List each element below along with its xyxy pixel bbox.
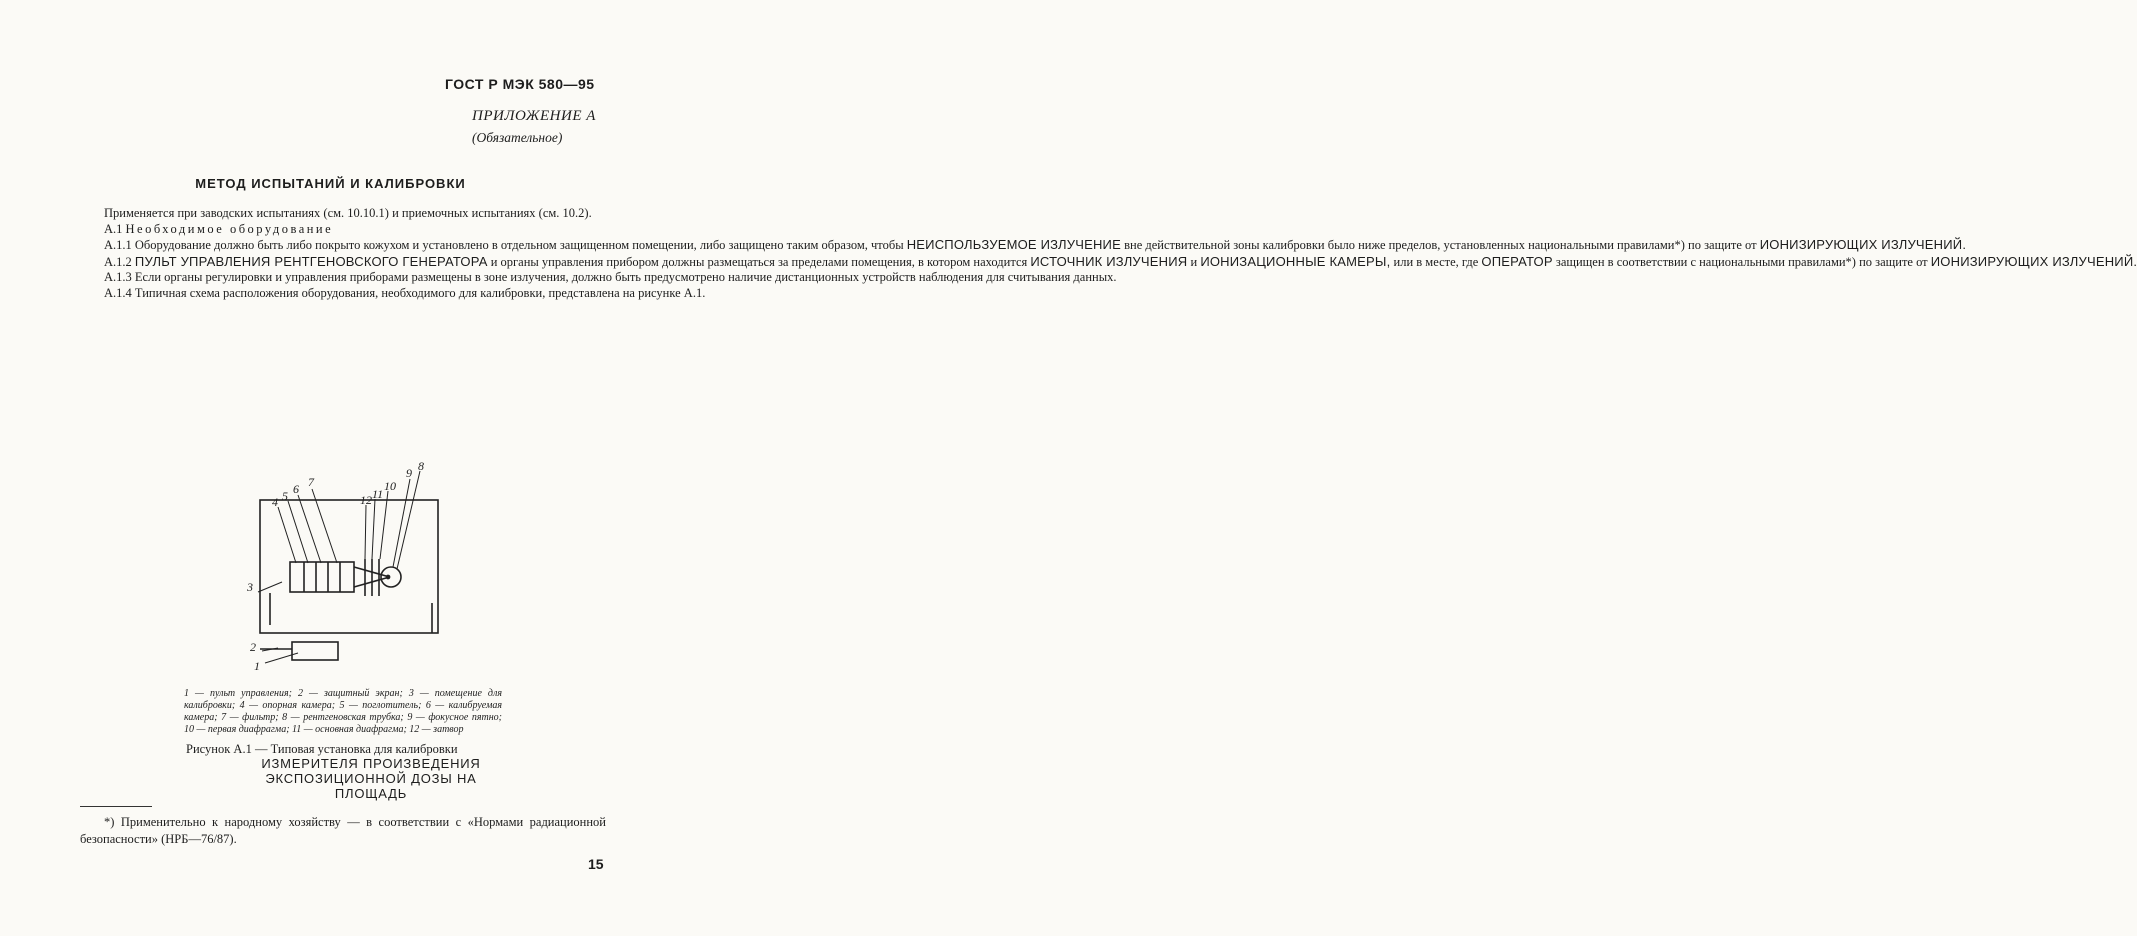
- callout-9: 9: [406, 466, 412, 480]
- callout-11: 11: [372, 487, 384, 501]
- clause-a12-term-4: ОПЕРАТОР: [1481, 253, 1553, 269]
- clause-a12-term-1: ПУЛЬТ УПРАВЛЕНИЯ РЕНТГЕНОВСКОГО ГЕНЕРАТОРА: [134, 253, 488, 269]
- clause-a13: А.1.3 Если органы регулировки и управления приборами размещены в зоне излучения, должно быть предусмотрено наличие дистанционных устройств наблюдения для считывания данных.: [104, 270, 1117, 284]
- clause-a11: [80, 237, 1967, 254]
- figure-caption-prefix: Рисунок А.1 — Типовая установка для калибровки: [186, 742, 458, 756]
- leader-1: [265, 653, 298, 663]
- figure-caption-device-name: ИЗМЕРИТЕЛЯ ПРОИЗВЕДЕНИЯ ЭКСПОЗИЦИОННОЙ ДОЗЫ НА ПЛОЩАДЬ: [261, 756, 481, 801]
- control-desk: [292, 642, 338, 660]
- clause-a12-number: А.1.2: [104, 254, 132, 269]
- page-number: 15: [588, 856, 604, 872]
- clause-a14: А.1.4 Типичная схема расположения оборудования, необходимого для калибровки, представлена на рисунке А.1.: [104, 285, 706, 300]
- focal-spot: [386, 575, 389, 578]
- callout-7: 7: [308, 475, 314, 489]
- clause-a11-term-2: ИОНИЗИРУЮЩИХ ИЗЛУЧЕНИЙ.: [1759, 237, 1967, 252]
- callout-5: 5: [282, 489, 288, 503]
- figure-caption: [186, 742, 506, 801]
- footnote-separator: [80, 806, 152, 807]
- clause-a12-term-2: ИСТОЧНИК ИЗЛУЧЕНИЯ: [1030, 253, 1188, 269]
- leader-11: [372, 499, 375, 559]
- appendix-heading: ПРИЛОЖЕНИЕ А: [472, 108, 596, 124]
- clause-a11-term-1: НЕИСПОЛЬЗУЕМОЕ ИЗЛУЧЕНИЕ: [906, 237, 1121, 252]
- callout-6: 6: [293, 482, 299, 496]
- chamber-housing: [290, 562, 354, 592]
- clause-a12-term-3: ИОНИЗАЦИОННЫЕ КАМЕРЫ,: [1200, 253, 1391, 269]
- clause-a12-text-4: защищен в соответствии с национальными правилами*) по защите от: [1555, 254, 1928, 269]
- footnote: *) Применительно к народному хозяйству — в соответствии с «Нормами радиационной безопасности» (НРБ—76/87).: [80, 815, 606, 846]
- leader-5: [288, 501, 308, 563]
- callout-12: 12: [360, 493, 372, 507]
- clause-a11-text-2: вне действительной зоны калибровки было ниже пределов, установленных национальными правилами*) по защите от: [1124, 238, 1757, 252]
- clause-a12-text-2: и: [1190, 254, 1198, 269]
- section-title: МЕТОД ИСПЫТАНИЙ И КАЛИБРОВКИ: [195, 176, 466, 191]
- clause-a12-text-1: и органы управления прибором должны размещаться за пределами помещения, в котором находится: [490, 254, 1028, 269]
- callout-2: 2: [250, 640, 256, 654]
- leader-3: [258, 582, 282, 592]
- clause-a12: [80, 253, 2137, 271]
- callout-10: 10: [384, 479, 396, 493]
- clause-a12-term-5: ИОНИЗИРУЮЩИХ ИЗЛУЧЕНИЙ.: [1930, 253, 2137, 269]
- calibration-room-outline: [260, 500, 438, 633]
- intro-paragraph: Применяется при заводских испытаниях (см. 10.10.1) и приемочных испытаниях (см. 10.2).: [104, 206, 592, 220]
- clause-a1-heading: [80, 222, 598, 238]
- clause-a12-text-3: или в месте, где: [1393, 254, 1479, 269]
- clause-a1-number: А.1: [104, 221, 123, 236]
- body-text: [80, 206, 2137, 301]
- leader-10: [380, 491, 388, 559]
- leader-4: [278, 507, 296, 563]
- callout-1: 1: [254, 659, 260, 673]
- callout-8: 8: [418, 459, 424, 473]
- clause-a11-text-1: А.1.1 Оборудование должно быть либо покрыто кожухом и установлено в отдельном защищенном помещении, либо защищено таким образом, чтобы: [104, 238, 904, 252]
- figure-legend: 1 — пульт управления; 2 — защитный экран; 3 — помещение для калибровки; 4 — опорная камера; 5 — поглотитель; 6 — калибруемая камера; 7 — фильтр; 8 — рентгеновская трубка; 9 — фокусное пятно; 10 — первая диафрагма; 11 — основная диафрагма; 12 — затвор: [184, 688, 502, 735]
- standard-designation: ГОСТ Р МЭК 580—95: [445, 76, 595, 92]
- callout-3: 3: [247, 580, 253, 594]
- x-ray-tube: [381, 567, 401, 587]
- clause-a1-title: Необходимое оборудование: [125, 221, 334, 236]
- appendix-note: (Обязательное): [472, 130, 563, 145]
- figure-a1-diagram: [220, 455, 450, 675]
- callout-4: 4: [272, 495, 278, 509]
- leader-12: [365, 505, 366, 559]
